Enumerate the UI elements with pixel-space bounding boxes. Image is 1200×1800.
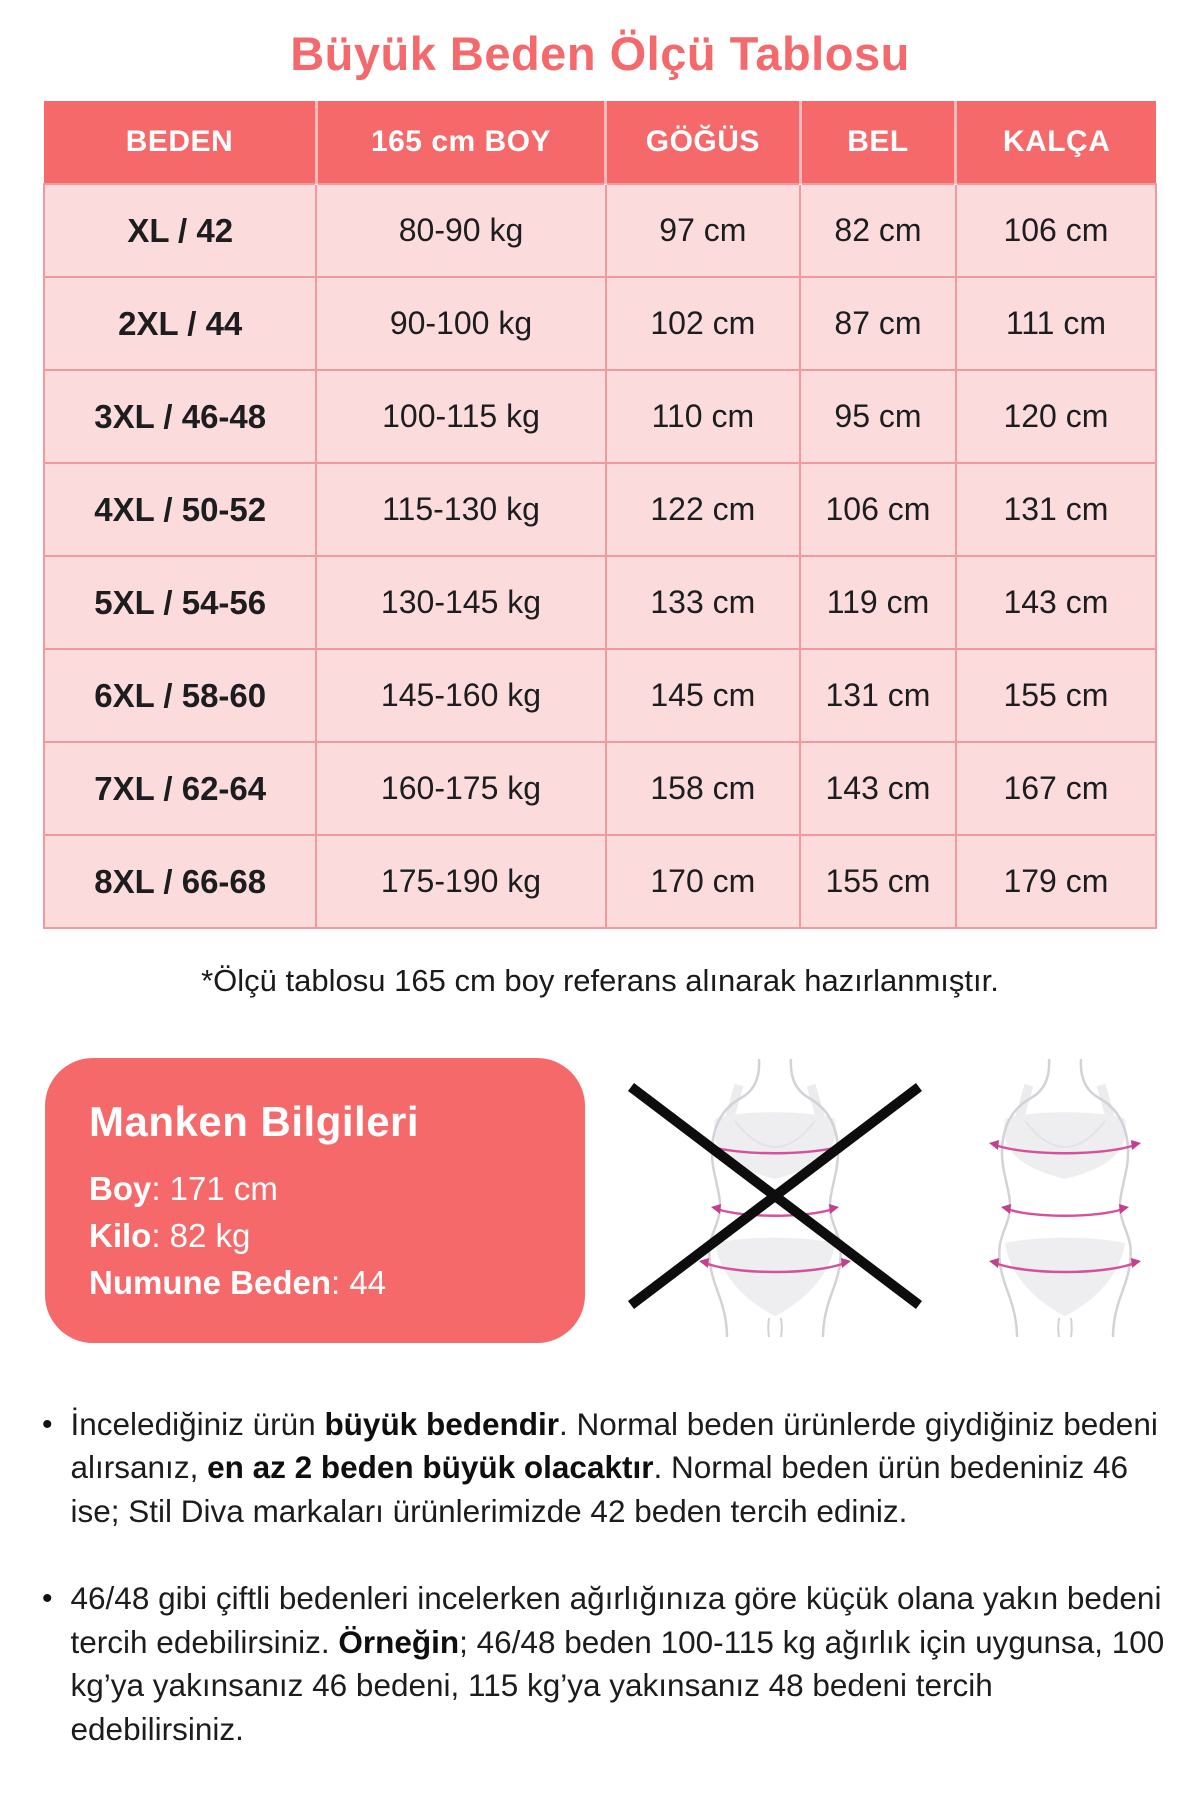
note-2-seg-1: 46/48 gibi çiftli bedenleri incelerken ağırlığınıza göre küçük olana yakın bedeni tercih edebilirsiniz. <box>70 1580 1162 1660</box>
weight-cell: 145-160 kg <box>316 649 605 742</box>
hip-cell: 106 cm <box>956 184 1156 277</box>
wrong-measurement-figure-svg <box>615 1055 935 1340</box>
bust-cell: 122 cm <box>606 463 801 556</box>
weight-cell: 115-130 kg <box>316 463 605 556</box>
table-row <box>44 184 1156 277</box>
hip-cell: 120 cm <box>956 370 1156 463</box>
table-row <box>44 649 1156 742</box>
table-row <box>44 556 1156 649</box>
body-measurement-icon <box>965 1055 1165 1345</box>
hip-cell: 111 cm <box>956 277 1156 370</box>
weight-cell: 90-100 kg <box>316 277 605 370</box>
model-sample-size-line <box>89 1264 541 1302</box>
header-cell-beden: BEDEN <box>44 101 316 184</box>
hip-cell: 179 cm <box>956 835 1156 928</box>
waist-cell: 131 cm <box>800 649 956 742</box>
note-1-seg-3: . Normal beden ürünlerde giydiğiniz bedeni alırsanız, <box>70 1406 1158 1486</box>
weight-cell: 130-145 kg <box>316 556 605 649</box>
bust-cell: 170 cm <box>606 835 801 928</box>
hip-cell: 143 cm <box>956 556 1156 649</box>
table-row <box>44 835 1156 928</box>
size-cell: 6XL / 58-60 <box>44 649 316 742</box>
bust-cell: 97 cm <box>606 184 801 277</box>
bust-cell: 145 cm <box>606 649 801 742</box>
note-1-seg-5: . Normal beden ürün bedeniniz 46 ise; Stil Diva markaları ürünlerimizde 42 beden tercih ediniz. <box>70 1449 1129 1529</box>
bullet-dot-icon: • <box>42 1582 53 1616</box>
waist-cell: 106 cm <box>800 463 956 556</box>
weight-cell: 80-90 kg <box>316 184 605 277</box>
note-1-seg-4: en az 2 beden büyük olacaktır <box>207 1449 654 1486</box>
waist-cell: 82 cm <box>800 184 956 277</box>
hip-cell: 131 cm <box>956 463 1156 556</box>
weight-cell: 100-115 kg <box>316 370 605 463</box>
weight-cell: 160-175 kg <box>316 742 605 835</box>
list-item <box>42 1403 1168 1533</box>
hip-cell: 167 cm <box>956 742 1156 835</box>
table-row <box>44 742 1156 835</box>
header-cell-boy: 165 cm BOY <box>316 101 605 184</box>
crossed-out-body-measurement-icon <box>615 1055 935 1345</box>
bust-cell: 158 cm <box>606 742 801 835</box>
note-text-2 <box>71 1577 1168 1751</box>
header-row <box>44 101 1156 184</box>
table-row <box>44 463 1156 556</box>
model-info-heading: Manken Bilgileri <box>89 1097 420 1145</box>
note-text-1 <box>71 1403 1168 1533</box>
model-sample-size-value: : 44 <box>331 1263 387 1301</box>
size-table-header <box>44 101 1156 184</box>
model-weight-line <box>89 1217 541 1255</box>
waist-cell: 87 cm <box>800 277 956 370</box>
bust-cell: 110 cm <box>606 370 801 463</box>
header-cell-gogus: GÖĞÜS <box>606 101 801 184</box>
size-cell: 3XL / 46-48 <box>44 370 316 463</box>
model-weight-label: Kilo <box>89 1216 152 1254</box>
notes-list <box>42 1403 1168 1751</box>
size-cell: 2XL / 44 <box>44 277 316 370</box>
model-sample-size-label: Numune Beden <box>89 1263 332 1301</box>
model-height-line <box>89 1170 541 1208</box>
waist-cell: 155 cm <box>800 835 956 928</box>
bust-cell: 102 cm <box>606 277 801 370</box>
note-2-seg-2: Örneğin <box>338 1623 460 1660</box>
table-row <box>44 370 1156 463</box>
table-row <box>44 277 1156 370</box>
model-info-section <box>45 1055 1170 1345</box>
size-cell: 8XL / 66-68 <box>44 835 316 928</box>
weight-cell: 175-190 kg <box>316 835 605 928</box>
size-table-body <box>44 184 1156 928</box>
size-cell: 5XL / 54-56 <box>44 556 316 649</box>
page-title: Büyük Beden Ölçü Tablosu <box>290 27 910 80</box>
size-cell: 7XL / 62-64 <box>44 742 316 835</box>
table-footnote: *Ölçü tablosu 165 cm boy referans alınarak hazırlanmıştır. <box>201 963 999 998</box>
header-cell-bel: BEL <box>800 101 956 184</box>
bullet-dot-icon: • <box>42 1408 53 1441</box>
bust-cell: 133 cm <box>606 556 801 649</box>
size-cell: 4XL / 50-52 <box>44 463 316 556</box>
size-cell: XL / 42 <box>44 184 316 277</box>
waist-cell: 95 cm <box>800 370 956 463</box>
waist-cell: 119 cm <box>800 556 956 649</box>
model-height-label: Boy <box>89 1169 152 1207</box>
model-weight-value: : 82 kg <box>151 1216 251 1254</box>
list-item <box>42 1577 1168 1751</box>
header-cell-kalca: KALÇA <box>956 101 1156 184</box>
hip-cell: 155 cm <box>956 649 1156 742</box>
correct-measurement-figure-svg <box>965 1055 1165 1340</box>
note-1-seg-1: İncelediğiniz ürün <box>70 1406 325 1442</box>
size-table <box>43 101 1157 929</box>
waist-cell: 143 cm <box>800 742 956 835</box>
note-2-seg-3: ; 46/48 beden 100-115 kg ağırlık için uygunsa, 100 kg’ya yakınsanız 46 bedeni, 115 kg’ya yakınsanız 48 bedeni tercih edebilirsiniz. <box>70 1623 1165 1747</box>
model-height-value: : 171 cm <box>151 1169 278 1207</box>
note-1-seg-2: büyük bedendir <box>324 1406 559 1442</box>
model-info-card <box>45 1058 585 1343</box>
